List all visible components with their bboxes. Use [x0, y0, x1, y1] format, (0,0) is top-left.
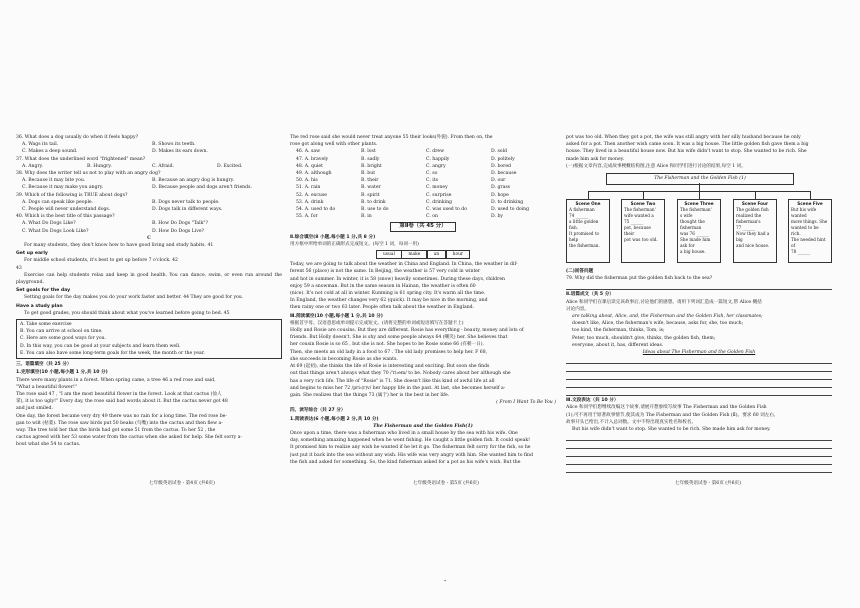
q38-options: [16, 177, 282, 184]
part-title-bar: [290, 222, 556, 231]
section-heading: Ⅲ.阅读填空(10 小题,每小题 1 分,共 10 分): [290, 313, 383, 319]
scene-line: It promised to help: [569, 231, 600, 243]
scene-line: The golden fish: [736, 207, 769, 213]
option: D. Excited.: [217, 163, 243, 169]
answer-line[interactable]: [566, 365, 832, 372]
option: B. sadly: [361, 156, 380, 162]
q39-options: [16, 206, 282, 213]
story-structure-diagram: [566, 173, 832, 265]
scene-line: 77 ______: [736, 225, 756, 231]
passage-label: C: [147, 235, 151, 241]
option: D. bored: [491, 163, 512, 169]
option: C. Makes a deep sound.: [22, 149, 78, 155]
option: D. our: [491, 178, 506, 184]
scene-line: The fisherman': [624, 207, 656, 213]
option: 51. A. rain: [296, 185, 321, 191]
passage-intro: For many students, they don't know how to have good living and study habits. 41: [24, 243, 214, 249]
text-line: rose got along well with other plants.: [290, 142, 378, 148]
option: D. used to doing: [491, 207, 530, 213]
scene-line: But his wife wanted: [791, 207, 817, 219]
section-heading: Ⅲ.文段表达（共 10 分）: [566, 398, 619, 404]
scene-line: 78 ______: [791, 249, 811, 255]
blank-number: 43: [16, 265, 22, 271]
option: D. Makes its ears down.: [152, 149, 208, 155]
section-subheading: 1.阅读表达(6 小题,每小题 2 分,共 10 分): [290, 416, 379, 422]
diagram-title: The Fisherman and the Golden Fish (1): [606, 173, 794, 185]
answer-line[interactable]: [566, 458, 832, 465]
option: C. on: [426, 214, 438, 220]
option: B. lost: [361, 149, 376, 155]
q40-options: [16, 228, 282, 235]
scene-line: was 76 ______: [680, 231, 709, 237]
scene-line: 74 ______: [569, 213, 589, 219]
option: 48. A. quiet: [296, 163, 323, 169]
connector: [810, 191, 811, 199]
instruction: 讨论内容。: [566, 306, 589, 312]
option: A. Dogs can speak like people.: [22, 199, 94, 205]
paragraph: To get good grades, you should think about what you've learned before going to bed. 45: [24, 310, 230, 316]
scene-line: She made him ask for: [680, 237, 711, 249]
text-line: friends. But Holly doesn't. She is shy and some people always 64 (嘲笑) her. She believes that: [290, 335, 508, 341]
text-line: enjoy 59 a snowman. But in the same season in Hainan, the weather is often 60: [290, 283, 476, 289]
option: C. drew: [426, 149, 445, 155]
cloze-line: gan to wilt (枯萎). The rose saw birds put 50 beaks (鸟嘴) into the cactus and then flew a-: [16, 420, 223, 426]
scene-title: Scene Five: [797, 201, 823, 207]
word-prompt: doesn't like, Alice, the fisherman's wife, because, asks for, she, too much;: [572, 321, 744, 327]
scene-line: fisherman's: [736, 219, 761, 225]
connector: [699, 183, 700, 191]
scene-one-box: [566, 199, 610, 263]
source-note: ( From I Want To Be You ): [496, 400, 556, 406]
scene-line: the fisherman.: [569, 243, 600, 249]
section-heading: 三、语篇填空（共 25 分）: [16, 362, 72, 368]
subheading: Set goals for the day: [16, 288, 71, 294]
cloze-options: [290, 206, 556, 213]
scene-line: 75 ______: [624, 219, 644, 225]
answer-line[interactable]: [566, 450, 832, 457]
option: B. but: [361, 171, 376, 177]
text-line: house. They lived in a beautiful house now. But his wife didn't want to stop. She wanted to be rich. She: [566, 149, 807, 155]
text-line: It promised him to realize any wish he wanted if he let it go. The fisherman felt sorry for the fish, so he: [290, 445, 531, 451]
word: hour: [446, 250, 470, 259]
text-line: In England, the weather changes very 62 (quick). It may be nice in the morning, and: [290, 298, 488, 304]
cloze-options: [290, 192, 556, 199]
box-option: B. You can arrive at school on time.: [20, 329, 103, 335]
text-line: her cousin Rosie is so 65 , but she is not. She hopes to be Rosie some 66 (有朝一日).: [290, 342, 484, 348]
paragraph: Exercise can help students relax and keep in good health. You can dance, swim, or even run around the playground.: [16, 272, 282, 286]
option: B. water: [361, 185, 381, 191]
scene-line: wife wanted a: [624, 213, 654, 219]
option: C. surprise: [426, 192, 452, 198]
option: C. Because it may make you angry.: [22, 185, 104, 191]
option: B. in: [361, 214, 372, 220]
option: B. spirit: [361, 192, 380, 198]
instruction: 用方框中所给单词的正确形式完成短文。(每空 1 词，每词一用): [290, 241, 419, 247]
word-prompt: too kind, the fisherman, thinks, Tom, is;: [572, 328, 665, 334]
word-prompt: everyone, about it, has, different ideas.: [572, 342, 664, 348]
option: A. Angry.: [22, 163, 44, 169]
paragraph: For middle school students, it's best to get up before 7 o'clock. 42: [24, 258, 178, 264]
scan-mark: -: [444, 577, 447, 585]
scene-line: realized the: [736, 213, 762, 219]
instruction: (1),可不再用于原著故事情节,使其成为 The Fisherman and the Golden Fish (Ⅱ)。要求 60 词左右,: [566, 412, 776, 418]
text-line: day, something amazing happened when he went fishing. He caught a little golden fish. It could speak!: [290, 438, 530, 444]
option: D. to drinking: [491, 199, 524, 205]
option: C. drinking: [426, 199, 452, 205]
q39-options: [16, 199, 282, 206]
option: D. Dogs talk in different ways.: [152, 207, 223, 213]
cloze-line: and just smiled.: [16, 406, 53, 412]
q36-options: [16, 148, 282, 155]
answer-line[interactable]: [566, 373, 832, 380]
text-line: and begins to miss her 72 /pri:(r)v/ her happy life in the past. At last, she becomes herself a-: [290, 385, 506, 391]
option: D. by: [491, 214, 503, 220]
page-6-column: [566, 134, 832, 473]
box-option: D. In this way, you can be good at your subjects and learn them well.: [20, 343, 181, 349]
story-start: But his wife didn't want to stop. She wanted to be rich. She made him ask for money.: [572, 427, 771, 433]
option: D. How Do Dogs Live?: [152, 228, 205, 234]
paragraph: Setting goals for the day makes you do your work faster and better. 44 They are good for you.: [24, 295, 244, 301]
answer-line[interactable]: [566, 283, 832, 290]
scene-line: The fisherman': [680, 207, 712, 213]
text-line: out that things aren't always what they 70 /'ri:em/ to be. Nobody cares about her although she: [290, 371, 511, 377]
option: 52. A. excuse: [296, 192, 327, 198]
q38-options: [16, 184, 282, 191]
instruction: Alice 和同学们想继续改编这个故事,请展开想象续写故事 The Fisherman and the Golden Fish: [566, 405, 767, 411]
story-title: The Fisherman and the Golden Fish(1): [373, 423, 473, 429]
scene-four-box: [733, 199, 777, 263]
option: C. happily: [426, 156, 450, 162]
section-subheading: 1.完形填空(10 小题,每小题 1 分,共 10 分): [16, 370, 108, 376]
scene-line: Now they had a big: [736, 231, 770, 243]
connector: [643, 191, 644, 199]
scene-three-box: [677, 199, 721, 263]
page-footer: 七年级英语试卷 - 第5页 (共6页): [413, 481, 479, 486]
option: A. What Do Dogs Like?: [22, 221, 76, 227]
instruction: Alice 和同学们在课后读完该故事后,讨论他们的感想。请用下列词汇造成一篇短文,帮 Alice 概括: [566, 299, 762, 305]
word-box: [290, 250, 556, 259]
instruction: (一)根据文章内容,完成故事梗概结构图,注意 Alice 和同学们进行讨论的结果,每空 1 词。: [566, 163, 746, 169]
question-36: 36. What does a dog usually do when it feels happy?: [16, 135, 139, 140]
option: C. money: [426, 185, 448, 191]
text-line: pot was too old. When they got a pot, the wife was still angry with her silly husband because he only: [566, 135, 801, 140]
cloze-options: [290, 156, 556, 163]
options-box: [16, 319, 282, 359]
text-line: At 69 (起初), she thinks the life of Rosie is interesting and exciting. But soon she finds: [290, 364, 490, 370]
word: an: [427, 250, 446, 259]
subheading: Get up early: [16, 251, 48, 257]
option: 49. A. although: [296, 171, 332, 177]
section-heading: Ⅱ.综合填空(8 小题,每小题 1 分,共 8 分): [290, 234, 376, 240]
answer-line[interactable]: [566, 434, 832, 441]
scene-title: Scene Four: [741, 201, 769, 207]
option: C. What Do Dogs Look Like?: [22, 228, 89, 234]
option: B. their: [361, 178, 379, 184]
q40-options: [16, 220, 282, 227]
option: D. politely: [491, 156, 515, 162]
answer-line[interactable]: [566, 357, 832, 364]
word: make: [401, 250, 427, 259]
page-4-column: [16, 134, 282, 449]
scene-title: Scene Two: [630, 201, 656, 207]
text-line: made him ask for money.: [566, 156, 625, 162]
option: 53. A. drink: [296, 199, 324, 205]
text-line: the fish and asked for something. So, the kind fisherman asked for a pot as his wife's wish. But the: [290, 459, 521, 465]
connector: [699, 191, 700, 199]
text-line: (nice). It's not cold at all in winter. Kunming is 61 spring city. It's warm all the time.: [290, 291, 486, 297]
option: B. Shows its teeth.: [152, 142, 196, 148]
option: C. was used to do: [426, 207, 467, 213]
cloze-line: The rose said 47 , "I am the most beautiful flower in the forest. Look at that cactus (仙人: [16, 391, 222, 397]
box-option: E. You can also have some long-term goals for the week, the month or the year.: [20, 350, 205, 356]
option: B. bright: [361, 163, 382, 169]
part-title: 第Ⅱ卷（共 45 分）: [390, 222, 455, 231]
option: A. Wags its tail.: [22, 142, 59, 148]
text-line: she succeeds in becoming Rosie as she wants.: [290, 356, 398, 362]
q37-options: [16, 163, 282, 170]
page-footer: 七年级英语试卷 - 第6页 (共6页): [675, 481, 741, 486]
option: B. Dogs never talk to people.: [152, 199, 220, 205]
option: D. hope: [491, 192, 509, 198]
scene-two-box: [621, 199, 665, 263]
subheading: Have a study plan: [16, 303, 63, 309]
answer-line[interactable]: [566, 381, 832, 388]
scene-line: The needed hint of: [791, 237, 826, 249]
cloze-line: There were many plants in a forest. When spring came, a tree 46 a red rose and said,: [16, 377, 216, 383]
cloze-options: [290, 170, 556, 177]
answer-line[interactable]: [566, 389, 832, 396]
section-heading: Ⅱ.语篇成文（共 5 分）: [566, 292, 614, 298]
option: A. Because it may bite you.: [22, 178, 86, 184]
scene-line: a little golden fish.: [569, 219, 599, 231]
scene-line: A fisherman: [569, 207, 595, 213]
option: 47. A. bravely: [296, 156, 329, 162]
answer-line[interactable]: [566, 442, 832, 449]
option: 55. A. for: [296, 214, 318, 220]
option: B. Hungry.: [87, 163, 112, 169]
text-line: ferent 56 (place) is not the same. In Beijing, the weather is 57 very cold in winter: [290, 269, 481, 275]
ideas-title: Ideas about The Fisherman and the Golden Fish: [642, 350, 756, 356]
option: C. People will never understand dogs.: [22, 207, 111, 213]
cloze-options: [290, 184, 556, 191]
option: 54. A. used to do: [296, 207, 336, 213]
q36-options: [16, 141, 282, 148]
option: 50. A. his: [296, 178, 318, 184]
box-option: C. Here are some good ways for you.: [20, 336, 107, 342]
word: usual: [376, 250, 402, 259]
text-line: Once upon a time, there was a fisherman who lived in a small house by the sea with his wife. One: [290, 430, 518, 436]
cloze-options: [290, 163, 556, 170]
option: B. Because an angry dog is hungry.: [152, 178, 235, 184]
section-heading: 四、读写综合（共 27 分）: [290, 408, 346, 414]
scene-line: more things. She: [791, 219, 828, 225]
question-37: 37. What does the underlined word "frightened" mean?: [16, 156, 146, 162]
connector: [755, 191, 756, 199]
cloze-line: bout what she 54 to cactus.: [16, 442, 81, 448]
option: D. because: [491, 171, 517, 177]
option: C. its: [426, 178, 438, 184]
instruction: 故事开头已给出,不计入总词数。文中不得出现真实姓名和校名。: [566, 419, 697, 425]
cloze-line: cactus agreed with her 53 some water from the cactus when she asked for help. She felt sorry a-: [16, 435, 243, 441]
text-line: has a very rich life. The life of "Rosie" is 71. She doesn't like this kind of awful life at all: [290, 378, 495, 384]
option: D. grass: [491, 185, 511, 191]
text-line: Then, she meets an old lady in a food to 67 . The old lady promises to help her. F 68,: [290, 349, 488, 355]
text-line: Holly and Rosie are cousins. But they are different. Rosie has everything - beauty, money and lots of: [290, 328, 524, 334]
text-line: Today, we are going to talk about the weather in China and England. In China, the weather in dif-: [290, 262, 518, 268]
scene-line: wanted to be rich.: [791, 225, 819, 237]
option: C. Afraid.: [152, 163, 175, 169]
question-40: 40. Which is the best title of this passage?: [16, 214, 115, 220]
cloze-options: [290, 199, 556, 206]
page-5-column: [290, 134, 556, 466]
text-line: then rainy one or two 63 later. People often talk about the weather in England.: [290, 305, 475, 311]
option: C. so: [426, 171, 438, 177]
word-prompt: are talking about, Alice, and, the Fisherman and the Golden Fish, her classmates;: [572, 314, 763, 320]
cloze-options: [290, 213, 556, 220]
scene-title: Scene One: [575, 201, 601, 207]
section-subheading: (二)回答问题: [566, 269, 594, 275]
cloze-line: "What a beautiful flower!": [16, 384, 77, 390]
option: D. Because people and dogs aren't friends.: [152, 185, 252, 191]
word-prompt: Peter, too much, shouldn't give, thinks, the golden fish, them;: [572, 335, 716, 341]
scene-five-box: [788, 199, 832, 263]
cloze-line: 掌), it is too ugly!" Every day, the rose said bad words about it. But the cactus never got 48: [16, 399, 228, 405]
cloze-options: [290, 177, 556, 184]
cloze-line: One day, the forest became very dry 49 there was no rain for a long time. The red rose be-: [16, 413, 227, 419]
option: B. How Do Dogs "Talk"?: [152, 221, 208, 227]
option: D. sold: [491, 149, 507, 155]
question-38: 38. Why does the writer tell us not to play with an angry dog?: [16, 171, 161, 177]
question-79: 79. Why did the fisherman put the golden fish back to the sea?: [566, 276, 713, 282]
cloze-options: [290, 148, 556, 155]
option: B. to drink: [361, 199, 386, 205]
cloze-line: way. The tree told her that the birds had got some 51 from the cactus. To her 52 , the: [16, 427, 216, 433]
scene-title: Scene Three: [684, 201, 714, 207]
text-line: and hot in summer. In winter, it is 58 (snow) heavily sometimes. During these days, children: [290, 276, 506, 282]
option: 46. A. saw: [296, 149, 321, 155]
scene-line: a big house.: [680, 249, 706, 255]
connector: [588, 191, 589, 199]
scene-line: pot, because their: [624, 225, 651, 237]
text-line: gain. She realizes that the things 73 (属于) her is the best in her life.: [290, 392, 450, 398]
box-option: A. Take some exercise: [20, 322, 72, 328]
question-39: 39. Which of the following is TRUE about dogs?: [16, 192, 128, 198]
scene-line: s wife: [680, 213, 693, 219]
instruction: 根据首字母、汉语意思或单词提示完成短文。(请将完整的单词或短语填写在答题卡上): [290, 320, 464, 326]
scene-line: and nice house.: [736, 243, 770, 249]
scene-line: thought the fisherman: [680, 219, 705, 231]
text-line: The red rose said she would never treat anyone 55 their looks(外貌). From then on, the: [290, 135, 493, 140]
answer-line[interactable]: [566, 466, 832, 473]
option: C. angry: [426, 163, 446, 169]
scene-line: pot was too old.: [624, 237, 658, 243]
text-line: just put it back into the sea without any wish. His wife was very angry with him. She wanted him to find: [290, 452, 533, 458]
option: B. use to do: [361, 207, 389, 213]
text-line: asked for a pot. Then another wish came soon. It was a big house. The little golden fish gave them a big: [566, 142, 809, 148]
page-footer: 七年级英语试卷 - 第4页 (共6页): [149, 481, 215, 486]
